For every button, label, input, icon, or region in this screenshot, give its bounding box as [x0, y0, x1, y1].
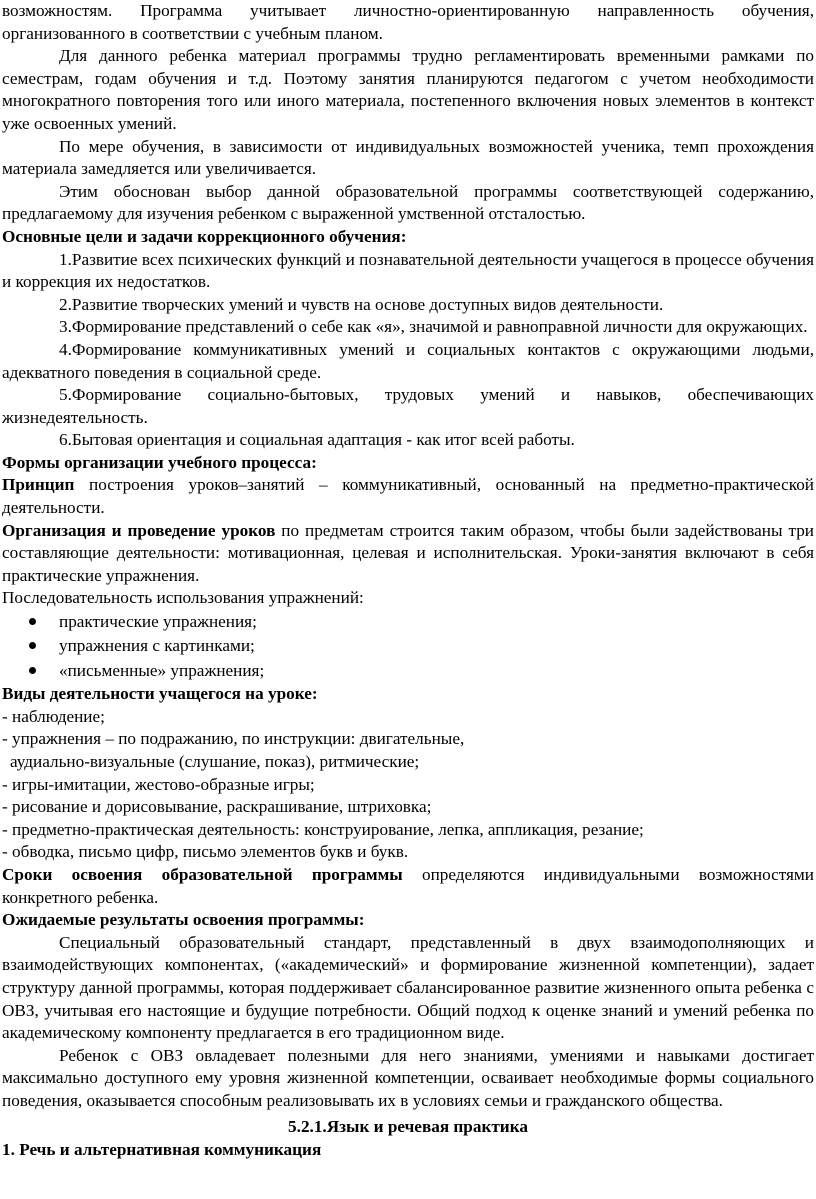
principle-text: построения уроков–занятий – коммуникативный, основанный на предметно-практической деятельности.	[2, 475, 814, 518]
terms-text: определяются индивидуальными возможностями конкретного ребенка.	[2, 864, 814, 907]
bullet-icon	[29, 667, 36, 674]
terms-label: Сроки освоения образовательной программы	[2, 864, 403, 884]
activity-item-4: - рисование и дорисовывание, раскрашивание, штриховка;	[2, 797, 432, 817]
section-subtitle: 1. Речь и альтернативная коммуникация	[2, 1140, 322, 1160]
paragraph-results-2: Ребенок с ОВЗ овладевает полезными для него знаниями, умениями и навыками достигает максимально доступного ему уровня жизненной компетенции, осваивает необходимые формы социального поведения, оказывается способным реализовывать их в условиях семьи и гражданского общества.	[2, 1045, 814, 1110]
goal-item-6: 6.Бытовая ориентация и социальная адаптация - как итог всей работы.	[59, 430, 575, 450]
paragraph-intro-3: По мере обучения, в зависимости от индивидуальных возможностей ученика, темп прохождения материала замедляется или увеличивается.	[2, 136, 814, 179]
activity-item-6: - обводка, письмо цифр, письмо элементов букв и букв.	[2, 842, 409, 862]
list-item-text: «письменные» упражнения;	[59, 660, 265, 680]
section-title: 5.2.1.Язык и речевая практика	[288, 1117, 528, 1137]
heading-activities: Виды деятельности учащегося на уроке:	[2, 684, 318, 704]
paragraph-intro-2: Для данного ребенка материал программы трудно регламентировать временными рамками по семестрам, годам обучения и т.д. Поэтому занятия планируются педагогом с учетом необходимости многократного повторения того или иного материала, постепенного включения новых элементов в контекст уже освоенных умений.	[2, 46, 814, 133]
goal-item-2: 2.Развитие творческих умений и чувств на основе доступных видов деятельности.	[59, 294, 664, 314]
list-item	[2, 659, 814, 683]
list-item-text: упражнения с картинками;	[59, 636, 255, 656]
goal-item-3: 3.Формирование представлений о себе как «я», значимой и равноправной личности для окружающих.	[59, 317, 808, 337]
activity-item-2-continuation: аудиально-визуальные (слушание, показ), ритмические;	[10, 751, 420, 771]
principle-label: Принцип	[2, 475, 75, 495]
goal-item-5: 5.Формирование социально-бытовых, трудовых умений и навыков, обеспечивающих жизнедеятельность.	[2, 385, 814, 427]
paragraph-intro-4: Этим обоснован выбор данной образовательной программы соответствующей содержанию, предлагаемому для изучения ребенком с выраженной умственной отсталостью.	[2, 181, 814, 224]
paragraph-terms	[2, 864, 814, 909]
exercise-bullet-list	[2, 610, 814, 683]
list-item-text: практические упражнения;	[59, 612, 257, 632]
goal-item-4: 4.Формирование коммуникативных умений и социальных контактов с окружающими людьми, адекватного поведения в социальной среде.	[2, 339, 814, 382]
paragraph-results-1: Специальный образовательный стандарт, представленный в двух взаимодополняющих и взаимодействующих компонентах, («академический» и формирование жизненной компетенции), задает структуру данной программы, которая поддерживает сбалансированное развитие жизненного опыта ребенка с ОВЗ, учитывая его настоящие и будущие потребности. Общий подход к оценке знаний и умений ребенка по академическому компоненту предлагается в его традиционном виде.	[2, 932, 814, 1043]
heading-results: Ожидаемые результаты освоения программы:	[2, 910, 365, 930]
organization-text: по предметам строится таким образом, чтобы были задействованы три составляющие деятельности: мотивационная, целевая и исполнительская. Уроки-занятия включают в себя практические упражнения.	[2, 520, 814, 585]
goal-item-1: 1.Развитие всех психических функций и познавательной деятельности учащегося в процессе обучения и коррекция их недостатков.	[2, 249, 814, 292]
activity-item-5: - предметно-практическая деятельность: конструирование, лепка, аппликация, резание;	[2, 819, 644, 839]
paragraph-organization	[2, 520, 814, 588]
sequence-label: Последовательность использования упражнений:	[2, 588, 364, 608]
bullet-icon	[29, 618, 36, 625]
paragraph-principle	[2, 474, 814, 519]
list-item	[2, 634, 814, 658]
activity-item-1: - наблюдение;	[2, 706, 105, 726]
activity-item-3: - игры-имитации, жестово-образные игры;	[2, 774, 315, 794]
heading-goals: Основные цели и задачи коррекционного обучения:	[2, 226, 407, 246]
paragraph-intro-continuation: возможностям. Программа учитывает личностно-ориентированную направленность обучения, организованного в соответствии с учебным планом.	[2, 1, 814, 43]
list-item	[2, 610, 814, 634]
activity-item-2: - упражнения – по подражанию, по инструкции: двигательные,	[2, 729, 465, 749]
bullet-icon	[29, 642, 36, 649]
organization-label: Организация и проведение уроков	[2, 520, 276, 540]
heading-forms: Формы организации учебного процесса:	[2, 452, 317, 472]
